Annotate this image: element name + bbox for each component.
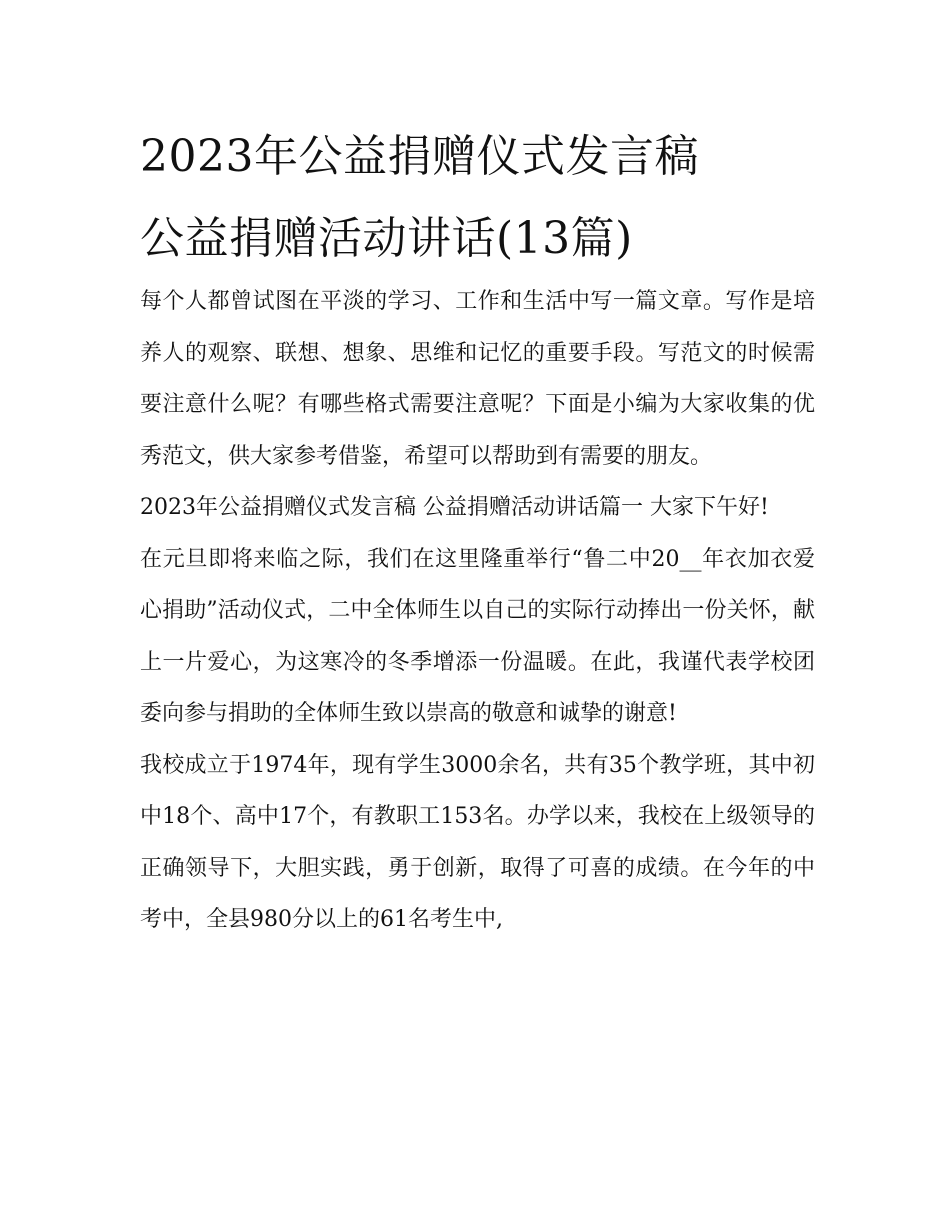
intro-paragraph: 每个人都曾试图在平淡的学习、工作和生活中写一篇文章。写作是培养人的观察、联想、想象、思维和记忆的重要手段。写范文的时候需要注意什么呢？有哪些格式需要注意呢？下面是小编为大家收集的优秀范文，供大家参考借鉴，希望可以帮助到有需要的朋友。 bbox=[140, 289, 815, 469]
document-body bbox=[140, 276, 815, 946]
section-heading-paragraph: 2023年公益捐赠仪式发言稿 公益捐赠活动讲话篇一 大家下午好! bbox=[140, 495, 769, 520]
body-paragraph: 我校成立于1974年，现有学生3000余名，共有35个教学班，其中初中18个、高中17个，有教职工153名。办学以来，我校在上级领导的正确领导下，大胆实践，勇于创新，取得了可喜的成绩。在今年的中考中，全县980分以上的61名考生中, bbox=[140, 752, 815, 932]
body-paragraph: 在元旦即将来临之际，我们在这里隆重举行“鲁二中20__年衣加衣爱心捐助”活动仪式，二中全体师生以自己的实际行动捧出一份关怀，献上一片爱心，为这寒冷的冬季增添一份温暖。在此，我谨代表学校团委向参与捐助的全体师生致以崇高的敬意和诚挚的谢意! bbox=[140, 546, 815, 726]
title-line-2: 公益捐赠活动讲话(13篇) bbox=[140, 213, 633, 264]
document-title bbox=[140, 116, 840, 280]
title-line-1: 2023年公益捐赠仪式发言稿 bbox=[140, 131, 699, 182]
